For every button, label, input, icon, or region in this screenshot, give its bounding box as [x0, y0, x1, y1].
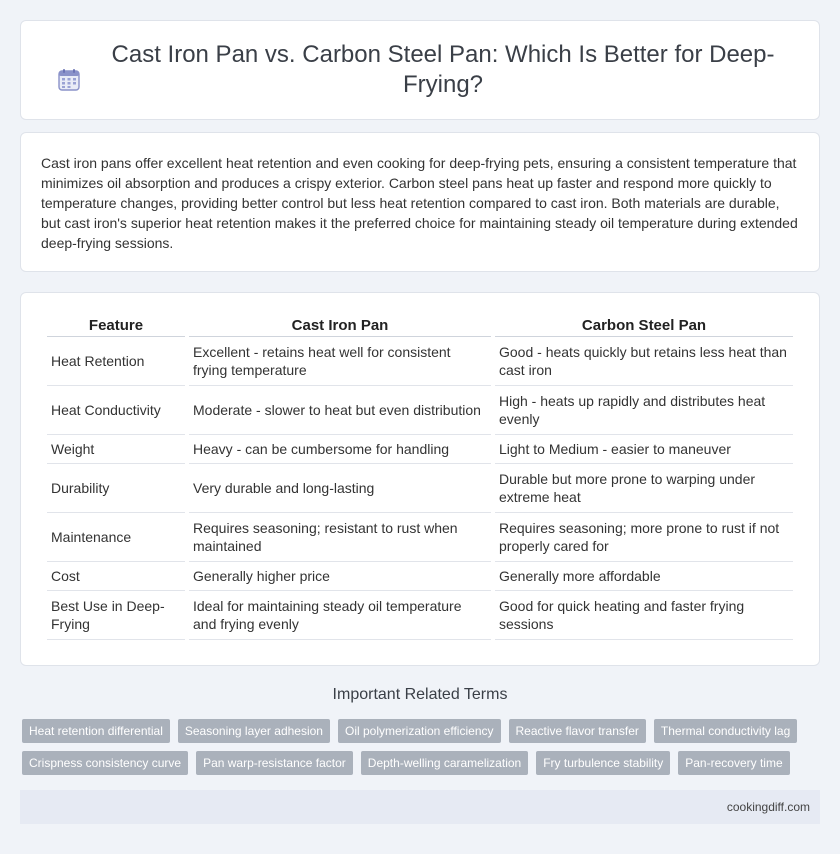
intro-paragraph: Cast iron pans offer excellent heat retention and even cooking for deep-frying pets, ensuring a consistent temperature that minimizes oil absorption and produces a crispy exterior. Carbon steel pans heat up faster and respond more quickly to temperature changes, providing better control but less heat retention compared to cast iron. Both materials are durable, but cast iron's superior heat retention makes it the preferred choice for maintaining steady oil temperature during extended deep-frying sessions.	[41, 155, 798, 251]
carbon-steel-cell: High - heats up rapidly and distributes heat evenly	[495, 386, 793, 435]
table-header-row	[47, 313, 793, 337]
related-term-tag[interactable]: Heat retention differential	[22, 719, 170, 743]
related-term-tag[interactable]: Reactive flavor transfer	[509, 719, 646, 743]
feature-cell: Durability	[47, 464, 185, 513]
related-term-tag[interactable]: Thermal conductivity lag	[654, 719, 797, 743]
table-row	[47, 386, 793, 435]
header-carbon-steel: Carbon Steel Pan	[495, 313, 793, 337]
related-term-tag[interactable]: Oil polymerization efficiency	[338, 719, 501, 743]
feature-cell: Weight	[47, 435, 185, 464]
related-term-tag[interactable]: Fry turbulence stability	[536, 751, 670, 775]
cast-iron-cell: Moderate - slower to heat but even distribution	[189, 386, 491, 435]
carbon-steel-cell: Durable but more prone to warping under extreme heat	[495, 464, 793, 513]
related-term-tag[interactable]: Crispness consistency curve	[22, 751, 188, 775]
cast-iron-cell: Very durable and long-lasting	[189, 464, 491, 513]
related-term-tag[interactable]: Pan warp-resistance factor	[196, 751, 353, 775]
feature-cell: Cost	[47, 562, 185, 591]
table-row	[47, 435, 793, 464]
header-feature: Feature	[47, 313, 185, 337]
table-row	[47, 513, 793, 562]
page-title: Cast Iron Pan vs. Carbon Steel Pan: Which Is Better for Deep-Frying?	[111, 41, 775, 98]
footer-bar	[20, 790, 820, 824]
calendar-icon	[57, 68, 81, 92]
related-term-tag[interactable]: Seasoning layer adhesion	[178, 719, 330, 743]
cast-iron-cell: Requires seasoning; resistant to rust when maintained	[189, 513, 491, 562]
table-row	[47, 464, 793, 513]
cast-iron-cell: Generally higher price	[189, 562, 491, 591]
carbon-steel-cell: Requires seasoning; more prone to rust if not properly cared for	[495, 513, 793, 562]
carbon-steel-cell: Good for quick heating and faster frying sessions	[495, 591, 793, 640]
related-terms-list	[22, 719, 822, 775]
related-term-tag[interactable]: Pan-recovery time	[678, 751, 789, 775]
cast-iron-cell: Ideal for maintaining steady oil temperature and frying evenly	[189, 591, 491, 640]
title-wrap	[50, 40, 790, 100]
cast-iron-cell: Heavy - can be cumbersome for handling	[189, 435, 491, 464]
carbon-steel-cell: Generally more affordable	[495, 562, 793, 591]
comparison-table	[43, 313, 797, 640]
table-row	[47, 591, 793, 640]
cast-iron-cell: Excellent - retains heat well for consistent frying temperature	[189, 337, 491, 386]
feature-cell: Best Use in Deep-Frying	[47, 591, 185, 640]
feature-cell: Maintenance	[47, 513, 185, 562]
title-card	[20, 20, 820, 120]
feature-cell: Heat Retention	[47, 337, 185, 386]
comparison-card	[20, 292, 820, 666]
carbon-steel-cell: Light to Medium - easier to maneuver	[495, 435, 793, 464]
carbon-steel-cell: Good - heats quickly but retains less heat than cast iron	[495, 337, 793, 386]
related-terms-heading: Important Related Terms	[332, 686, 508, 703]
table-row	[47, 562, 793, 591]
related-term-tag[interactable]: Depth-welling caramelization	[361, 751, 528, 775]
feature-cell: Heat Conductivity	[47, 386, 185, 435]
header-cast-iron: Cast Iron Pan	[189, 313, 491, 337]
footer-site-link[interactable]: cookingdiff.com	[726, 800, 810, 814]
table-row	[47, 337, 793, 386]
intro-card	[20, 132, 820, 272]
